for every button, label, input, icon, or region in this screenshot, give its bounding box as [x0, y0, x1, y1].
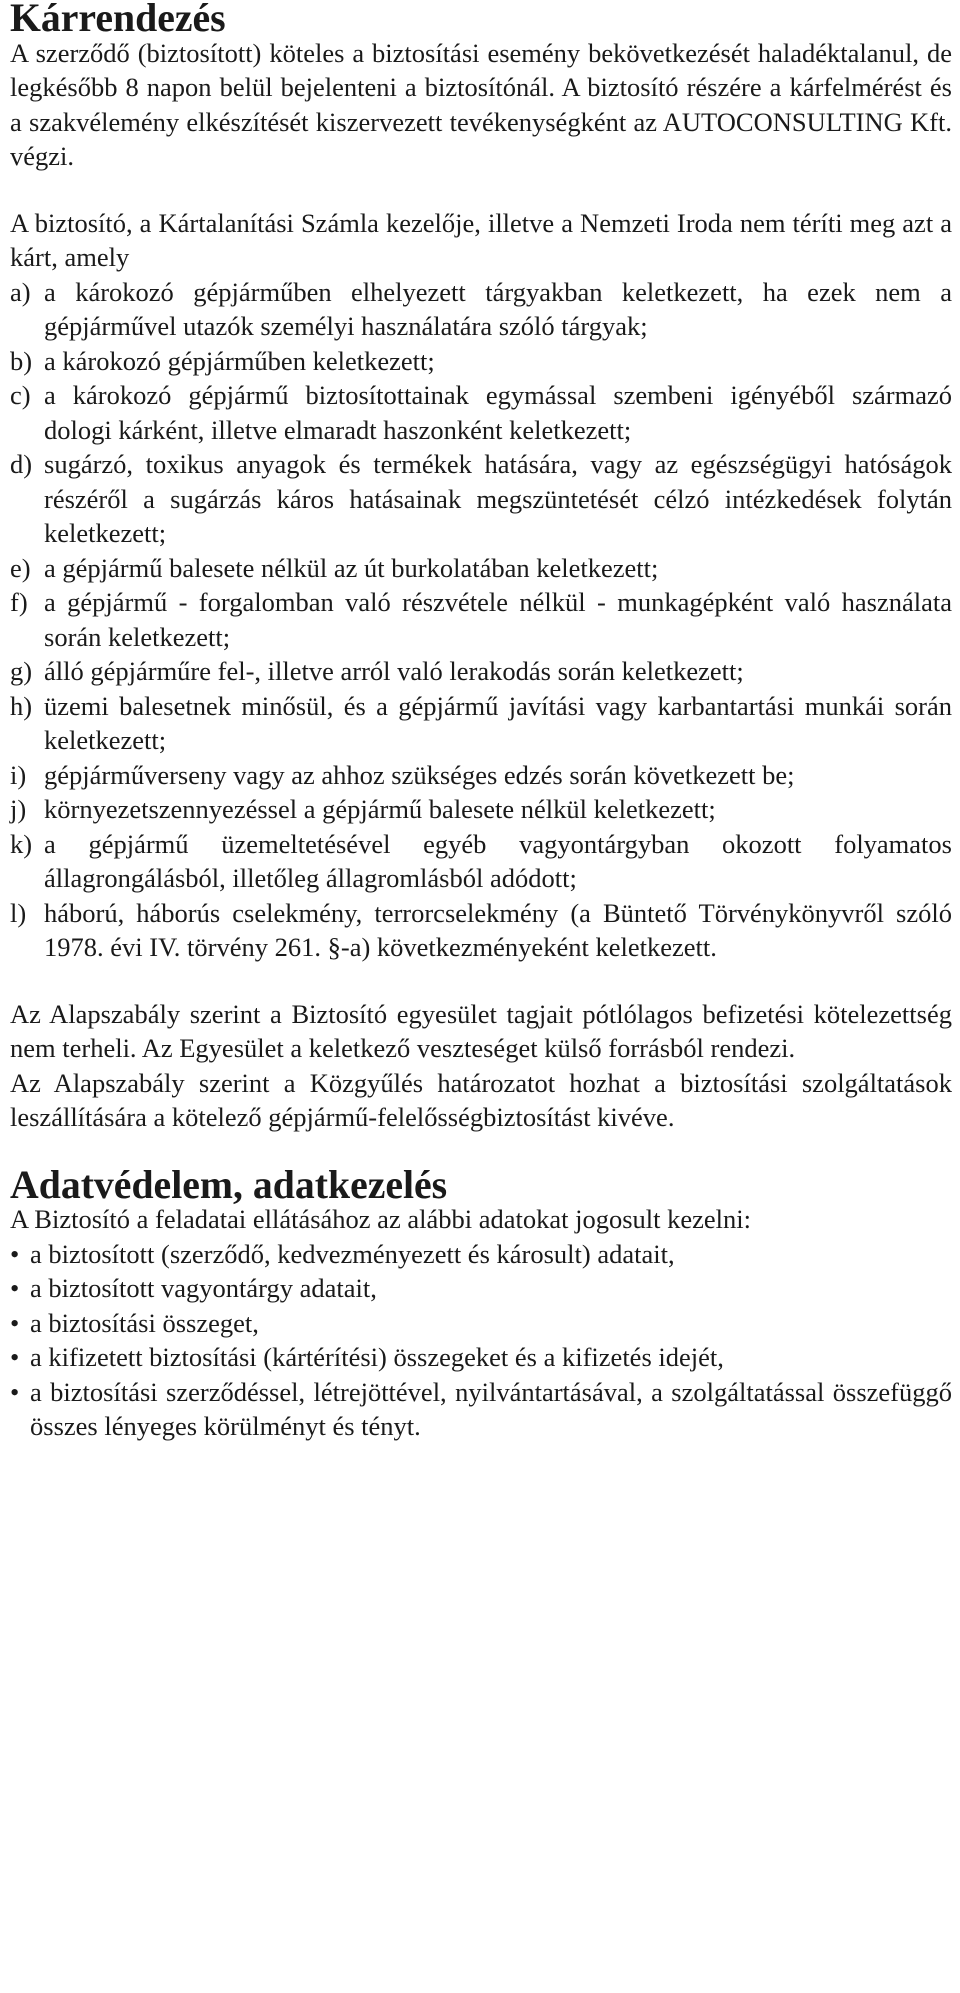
list-item-text: a gépjármű üzemeltetésével egyéb vagyontárgyban okozott folyamatos állagrongálásból, illetőleg állagromlásból adódott;: [44, 828, 952, 893]
spacer: [10, 1135, 952, 1167]
list-item: [10, 1237, 952, 1272]
data-list: [10, 1237, 952, 1444]
bullet-icon: •: [10, 1376, 20, 1407]
list-item-letter: f): [10, 587, 28, 617]
list-item-text: a gépjármű - forgalomban való részvétele nélkül - munkagépként való használata során keletkezett;: [44, 587, 952, 652]
list-item-text: a biztosítási összeget,: [30, 1307, 259, 1338]
list-item: [10, 378, 952, 447]
list-item-letter: l): [10, 897, 27, 928]
bullet-icon: •: [10, 1307, 20, 1338]
list-item-letter: j): [10, 794, 27, 824]
list-item-text: sugárzó, toxikus anyagok és termékek hatására, vagy az egészségügyi hatóságok részéről a sugárzás káros hatásainak megszüntetését célzó intézkedések folytán keletkezett;: [44, 449, 952, 548]
bullet-icon: •: [10, 1342, 20, 1372]
statutes-paragraph-1: Az Alapszabály szerint a Biztosító egyesület tagjait pótlólagos befizetési kötelezettség nem terheli. Az Egyesület a keletkező veszteséget külső forrásból rendezi.: [10, 998, 952, 1063]
list-item-letter: b): [10, 345, 33, 376]
list-item-letter: h): [10, 690, 33, 721]
list-item-text: üzemi balesetnek minősül, és a gépjármű javítási vagy karbantartási munkái során keletkezett;: [44, 690, 952, 755]
statutes-paragraph-2: Az Alapszabály szerint a Közgyűlés határozatot hozhat a biztosítási szolgáltatások leszállítására a kötelező gépjármű-felelősségbiztosítást kivéve.: [10, 1067, 952, 1132]
list-item: [10, 827, 952, 896]
exclusions-list: [10, 275, 952, 965]
list-item: [10, 1340, 952, 1375]
list-item-text: álló gépjárműre fel-, illetve arról való lerakodás során keletkezett;: [44, 656, 744, 686]
list-item: [10, 689, 952, 758]
spacer: [10, 965, 952, 997]
list-item: [10, 585, 952, 654]
bullet-icon: •: [10, 1238, 20, 1269]
list-item-text: a károkozó gépjárműben elhelyezett tárgyakban keletkezett, ha ezek nem a gépjárművel utazók személyi használatára szóló tárgyak;: [44, 276, 952, 341]
list-item-text: a kifizetett biztosítási (kártérítési) összegeket és a kifizetés idejét,: [30, 1342, 724, 1372]
section-title-claims: Kárrendezés: [10, 0, 226, 40]
list-item-text: háború, háborús cselekmény, terrorcselekmény (a Büntető Törvénykönyvről szóló 1978. évi IV. törvény 261. §-a) következményeként keletkezett.: [44, 897, 952, 962]
list-item-text: gépjárműverseny vagy az ahhoz szükséges edzés során következett be;: [44, 759, 795, 790]
list-item: [10, 654, 952, 689]
list-item-letter: c): [10, 380, 31, 410]
list-item: [10, 1306, 952, 1341]
list-item-text: a károkozó gépjármű biztosítottainak egymással szembeni igényéből származó dologi kárként, illetve elmaradt haszonként keletkezett;: [44, 380, 952, 445]
list-item-letter: d): [10, 449, 33, 479]
list-item-letter: k): [10, 828, 33, 859]
list-item: [10, 1271, 952, 1306]
document-page: [10, 0, 952, 1444]
list-item-text: a biztosított (szerződő, kedvezményezett és károsult) adatait,: [30, 1238, 675, 1269]
list-item: [10, 792, 952, 827]
list-item-text: a gépjármű balesete nélkül az út burkolatában keletkezett;: [44, 552, 659, 583]
claims-paragraph: A szerződő (biztosított) köteles a biztosítási esemény bekövetkezését haladéktalanul, de legkésőbb 8 napon belül bejelenteni a biztosítónál. A biztosító részére a kárfelmérést és a szakvélemény elkészítését kiszervezett tevékenységként az AUTOCONSULTING Kft. végzi.: [10, 37, 952, 171]
list-item: [10, 551, 952, 586]
section-title-data-protection: Adatvédelem, adatkezelés: [10, 1162, 448, 1207]
list-item: [10, 896, 952, 965]
list-item-letter: g): [10, 656, 33, 686]
bullet-icon: •: [10, 1273, 20, 1303]
list-item: [10, 1375, 952, 1444]
list-item-text: a károkozó gépjárműben keletkezett;: [44, 345, 435, 376]
list-item: [10, 344, 952, 379]
list-item: [10, 275, 952, 344]
list-item: [10, 447, 952, 551]
data-protection-intro: A Biztosító a feladatai ellátásához az alábbi adatokat jogosult kezelni:: [10, 1204, 751, 1234]
spacer: [10, 174, 952, 206]
exclusions-intro: A biztosító, a Kártalanítási Számla kezelője, illetve a Nemzeti Iroda nem téríti meg azt a kárt, amely: [10, 207, 952, 272]
list-item-text: a biztosított vagyontárgy adatait,: [30, 1273, 377, 1303]
list-item-text: környezetszennyezéssel a gépjármű balesete nélkül keletkezett;: [44, 794, 716, 824]
list-item-letter: i): [10, 759, 27, 790]
list-item: [10, 758, 952, 793]
list-item-letter: a): [10, 276, 31, 307]
list-item-letter: e): [10, 552, 31, 583]
list-item-text: a biztosítási szerződéssel, létrejöttével, nyilvántartásával, a szolgáltatással összefüggő összes lényeges körülményt és tényt.: [30, 1376, 952, 1441]
